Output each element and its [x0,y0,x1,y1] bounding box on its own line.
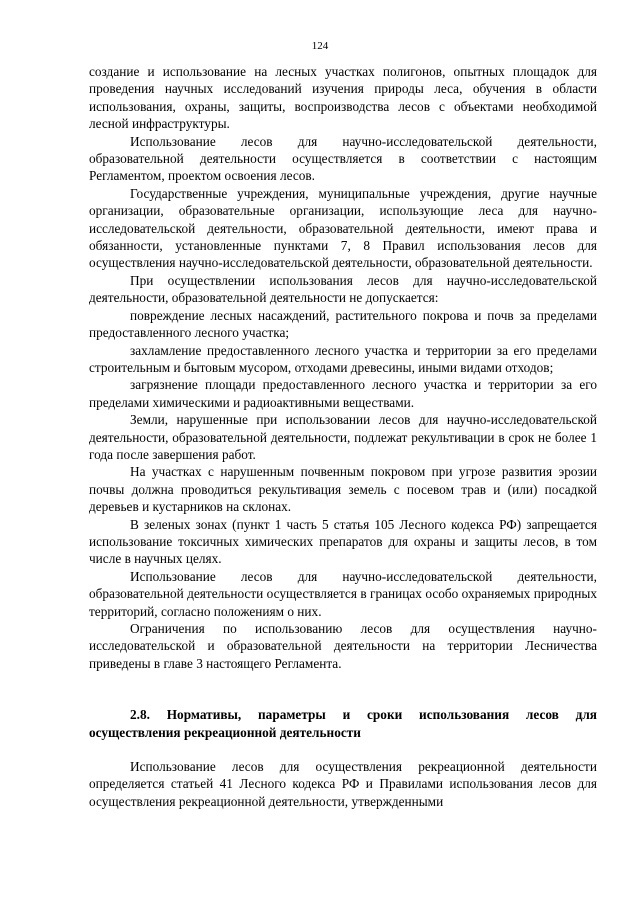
paragraph-protected-areas: Использование лесов для научно-исследовательской деятельности, образовательной деятельности осуществляется в границах особо охраняемых природных территорий, согласно положениям о них. [89,568,597,619]
paragraph-recreation-use: Использование лесов для осуществления рекреационной деятельности определяется статьей 41 Лесного кодекса РФ и Правилами использования лесов для осуществления рекреационной деятельности, утвержденными [89,759,597,809]
paragraph-erosion: На участках с нарушенным почвенным покровом при угрозе развития эрозии почвы должна проводиться рекультивация земель с посевом трав и (или) посадкой деревьев и кустарников на склонах. [89,464,597,515]
paragraph-prohibition-littering: захламление предоставленного лесного участка и территории за его пределами строительным и бытовым мусором, отходами древесины, иными видами отходов; [89,342,597,375]
paragraph-prohibition-damage: повреждение лесных насаждений, растительного покрова и почв за пределами предоставленного лесного участка; [89,307,597,341]
paragraph-reclamation: Земли, нарушенные при использовании лесов для научно-исследовательской деятельности, образовательной деятельности, подлежат рекультивации в срок не более 1 года после завершения работ. [89,412,597,462]
paragraph-restrictions: Ограничения по использованию лесов для осуществления научно-исследовательской и образовательной деятельности на территории Лесничества приведены в главе 3 настоящего Регламента. [89,621,597,671]
paragraph-research-use: Использование лесов для научно-исследовательской деятельности, образовательной деятельности осуществляется в соответствии с настоящим Регламентом, проектом освоения лесов. [89,133,597,184]
paragraph-prohibition-pollution: загрязнение площади предоставленного лесного участка и территории за его пределами химическими и радиоактивными веществами. [89,377,597,410]
paragraph-green-zones: В зеленых зонах (пункт 1 часть 5 статья 105 Лесного кодекса РФ) запрещается использование токсичных химических препаратов для охраны и защиты лесов, в том числе в научных целях. [89,516,597,567]
section-heading: 2.8. Нормативы, параметры и сроки использования лесов для осуществления рекреационной деятельности [89,707,597,740]
document-body [89,63,597,810]
section-spacer [89,741,597,758]
paragraph-prohibitions-intro: При осуществлении использования лесов для научно-исследовательской деятельности, образовательной деятельности не допускается: [89,272,597,306]
paragraph-intro-continuation: создание и использование на лесных участках полигонов, опытных площадок для проведения научных исследований изучения природы леса, обучения в области использования, охраны, защиты, воспроизводства лесов с объектами необходимой лесной инфраструктуры. [89,64,597,132]
page-number: 124 [311,40,329,52]
paragraph-institutions-rights: Государственные учреждения, муниципальные учреждения, другие научные организации, образовательные организации, использующие леса для научно-исследовательской деятельности, образовательной деятельности, имеют права и обязанности, установленные пунктами 7, 8 Правил использования лесов для осуществления научно-исследовательской деятельности, образовательной деятельности. [89,185,597,271]
section-spacer [89,672,597,689]
